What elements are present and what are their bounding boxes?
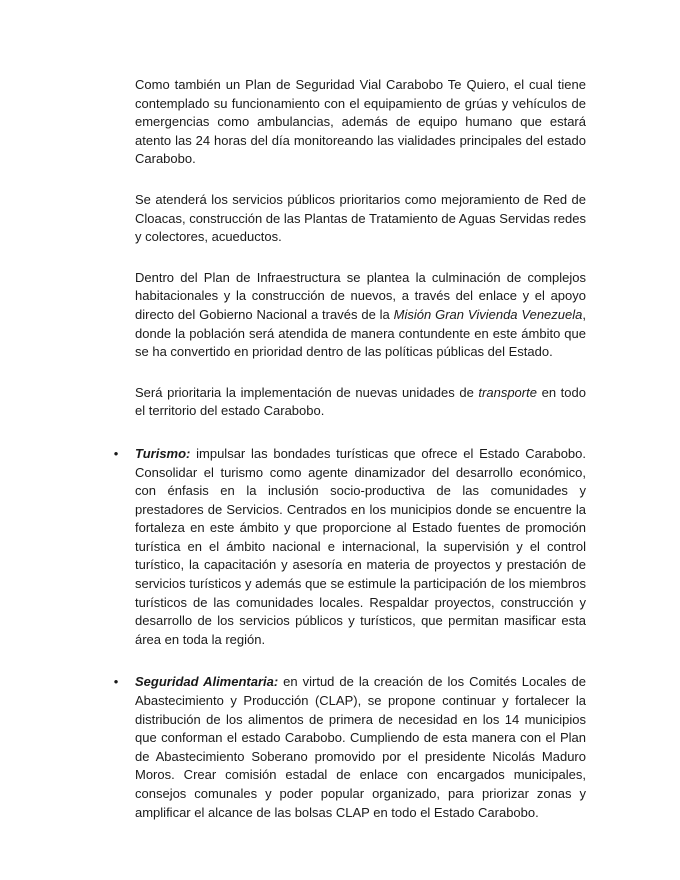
bullet-alimentaria-body: en virtud de la creación de los Comités Locales de Abastecimiento y Producción (CLAP), se propone continuar y fortalecer la distribución de los alimentos de primera de necesidad en los 14 municipios que conforman el estado Carabobo. Cumpliendo de esta manera con el Plan de Abastecimiento Soberano promovido por el presidente Nicolás Maduro Moros. Crear comisión estadal de enlace con encargados municipales, consejos comunales y poder popular organizado, para priorizar zonas y amplificar el alcance de las bolsas CLAP en todo el Estado Carabobo. xyxy=(135,674,587,820)
bullet-alimentaria-text xyxy=(135,673,586,822)
p3-italic: Misión Gran Vivienda Venezuela xyxy=(393,306,583,322)
paragraph-transporte xyxy=(135,384,586,421)
p4-italic: transporte xyxy=(478,384,537,400)
bullet-turismo-body: impulsar las bondades turísticas que ofrece el Estado Carabobo. Consolidar el turismo como agente dinamizador del desarrollo económico, con énfasis en la inclusión socio-productiva de las comunidades y prestadores de Servicios. Centrados en los municipios donde se encuentre la fortaleza en este ámbito y que proporcione al Estado fuentes de promoción turística en el ámbito nacional e internacional, la supervisión y el control turístico, la capacitación y asesoría en materia de proyectos y prestación de servicios turísticos y además que se estimule la participación de los miembros turísticos de las comunidades locales. Respaldar proyectos, construcción y desarrollo de los servicios públicos y turísticos, que permitan masificar esta área en toda la región. xyxy=(135,445,586,647)
bullet-icon: • xyxy=(113,445,119,461)
bullet-alimentaria-lead: Seguridad Alimentaria: xyxy=(135,674,279,690)
bullet-icon: • xyxy=(113,674,119,690)
bullet-seguridad-alimentaria xyxy=(113,673,587,822)
p3-after: , donde la población será atendida de manera contundente en este ámbito que se ha convertido en prioridad dentro de las políticas públicas del Estado. xyxy=(135,306,586,360)
p4-before: Será prioritaria la implementación de nuevas unidades de xyxy=(135,384,479,400)
p3-before: Dentro del Plan de Infraestructura se plantea la culminación de complejos habitacionales y la construcción de nuevos, a través del enlace y el apoyo directo del Gobierno Nacional a través de la xyxy=(135,269,586,322)
paragraph-servicios-publicos: Se atenderá los servicios públicos prioritarios como mejoramiento de Red de Cloacas, construcción de las Plantas de Tratamiento de Aguas Servidas redes y colectores, acueductos. xyxy=(135,191,586,245)
bullet-turismo-lead: Turismo: xyxy=(135,445,191,461)
paragraph-infraestructura xyxy=(135,269,586,362)
bullet-turismo-text xyxy=(135,445,586,650)
paragraph-seguridad-vial: Como también un Plan de Seguridad Vial Carabobo Te Quiero, el cual tiene contemplado su funcionamiento con el equipamiento de grúas y vehículos de emergencias como ambulancias, además de equipo humano que estará atento las 24 horas del día monitoreando las vialidades principales del estado Carabobo. xyxy=(135,77,586,167)
p4-after: en todo el territorio del estado Carabobo. xyxy=(135,384,586,419)
bullet-turismo xyxy=(113,445,586,650)
